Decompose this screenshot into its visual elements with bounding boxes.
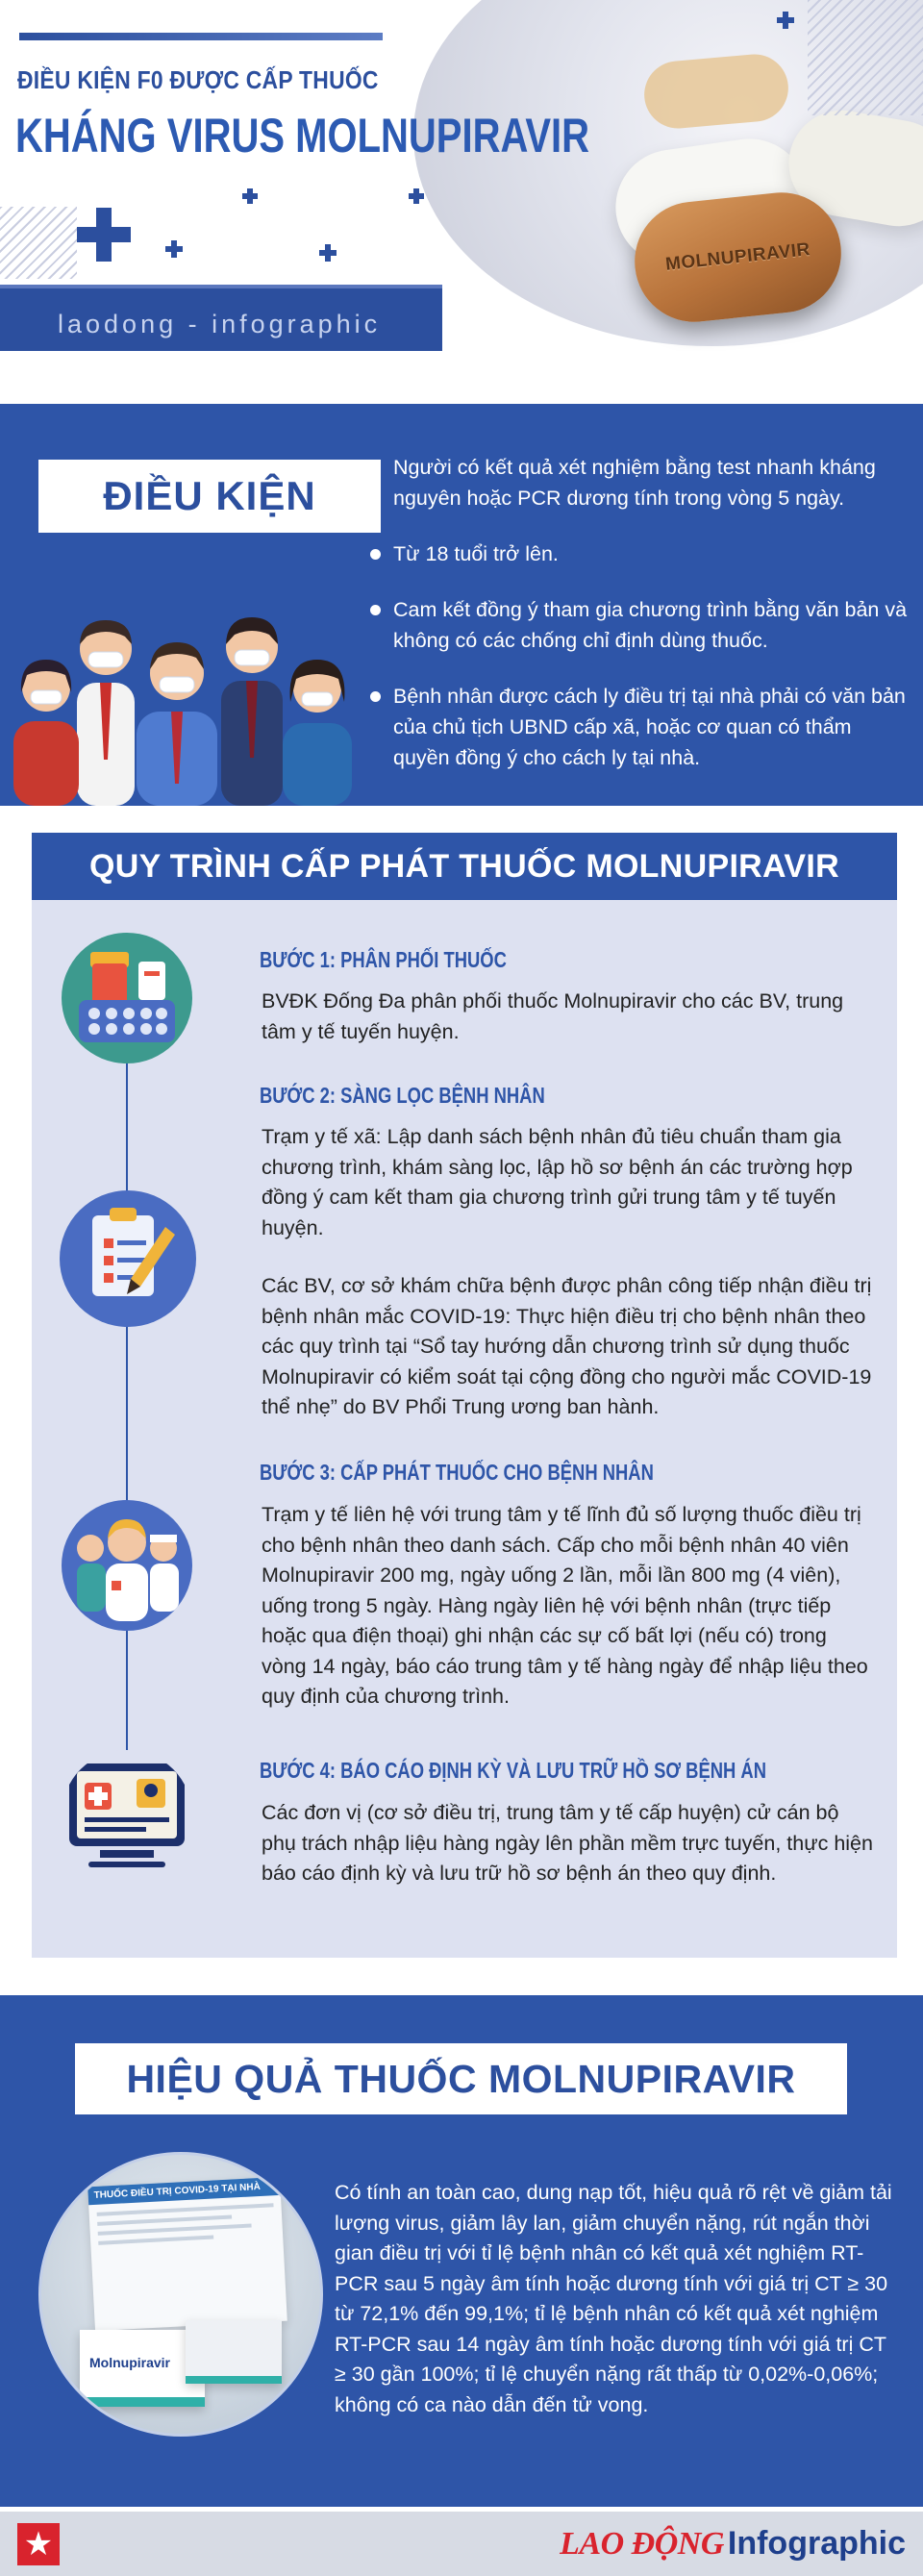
step-1-text: BVĐK Đống Đa phân phối thuốc Molnupiravir cho các BV, trung tâm y tế tuyến huyện. xyxy=(262,989,844,1043)
person-figure xyxy=(137,642,217,806)
person-figure xyxy=(77,620,135,806)
step-2-text: Các BV, cơ sở khám chữa bệnh được phân công tiếp nhận điều trị bệnh nhân mắc COVID-19: Thực hiện điều trị cho bệnh nhân theo các quy trình tại “Sổ tay hướng dẫn chương trình sử dụng thuốc Molnupiravir có kiểm soát tại cộng đồng cho người mắc COVID-19 thể nhẹ” do BV Phổi Trung ương ban hành. xyxy=(262,1274,872,1418)
decor-stripes xyxy=(0,207,77,279)
conditions-list xyxy=(370,452,909,798)
doctors-icon xyxy=(62,1500,192,1631)
person-figure xyxy=(13,660,79,806)
step-3-title: BƯỚC 3: CẤP PHÁT THUỐC CHO BỆNH NHÂN xyxy=(260,1460,654,1485)
step-1-title: BƯỚC 1: PHÂN PHỐI THUỐC xyxy=(260,947,507,972)
effect-heading: HIỆU QUẢ THUỐC MOLNUPIRAVIR xyxy=(126,2056,796,2101)
step-2-title: BƯỚC 2: SÀNG LỌC BỆNH NHÂN xyxy=(260,1083,545,1108)
clipboard-icon xyxy=(60,1190,196,1327)
header-banner xyxy=(0,0,923,351)
pill-imprint: MOLNUPIRAVIR xyxy=(664,238,811,275)
brand-infographic: Infographic xyxy=(727,2525,906,2562)
decor-bar xyxy=(19,33,383,40)
plus-icon xyxy=(165,240,183,258)
plus-icon xyxy=(242,188,258,204)
plus-icon xyxy=(777,12,794,29)
process-heading-bar xyxy=(32,833,897,900)
step-3-text: Trạm y tế liên hệ với trung tâm y tế lĩnh đủ số lượng thuốc điều trị cho bệnh nhân theo danh sách. Cấp cho mỗi bệnh nhân 40 viên Molnupiravir 200 mg, ngày uống 2 lần, mỗi lần 800 mg (4 viên), uống trong 5 ngày. Hàng ngày liên hệ với bệnh nhân (trực tiếp hoặc qua điện thoại) ghi nhận các sự cố bất lợi (nếu có) trong vòng 14 ngày, báo cáo trung tâm y tế hàng ngày để nhập liệu theo quy định của chương trình. xyxy=(262,1503,868,1708)
list-item: Từ 18 tuổi trở lên. xyxy=(370,538,909,569)
list-item: Cam kết đồng ý tham gia chương trình bằng văn bản và không có các chống chỉ định dùng thuốc. xyxy=(370,594,909,656)
conditions-heading: ĐIỀU KIỆN xyxy=(103,473,316,518)
brand-laodong: LAO ĐỘNG xyxy=(560,2526,724,2562)
person-figure xyxy=(221,617,283,806)
people-masks-illustration xyxy=(12,567,372,806)
effect-heading-box xyxy=(75,2043,847,2114)
plus-icon xyxy=(409,188,424,204)
medicine-box-photo xyxy=(38,2152,323,2437)
plus-icon xyxy=(319,244,337,262)
plus-icon xyxy=(77,208,131,262)
header-title: KHÁNG VIRUS MOLNUPIRAVIR xyxy=(15,109,590,163)
decor-stripes xyxy=(808,0,923,115)
timeline-line xyxy=(126,1000,128,1769)
star-logo-icon: ★ xyxy=(17,2523,60,2565)
person-figure xyxy=(283,660,352,806)
process-heading: QUY TRÌNH CẤP PHÁT THUỐC MOLNUPIRAVIR xyxy=(89,847,839,885)
header-subtitle: ĐIỀU KIỆN F0 ĐƯỢC CẤP THUỐC xyxy=(17,65,379,94)
step-4-title: BƯỚC 4: BÁO CÁO ĐỊNH KỲ VÀ LƯU TRỮ HỒ SƠ BỆNH ÁN xyxy=(260,1758,766,1783)
photo-box-title: THUỐC ĐIỀU TRỊ COVID-19 TẠI NHÀ xyxy=(87,2177,281,2205)
credit-text: laodong - infographic xyxy=(58,310,382,338)
conditions-heading-box xyxy=(38,460,381,533)
effect-text: Có tính an toàn cao, dung nạp tốt, hiệu quả rõ rệt về giảm tải lượng virus, giảm lây lan, giảm chuyển nặng, rút ngắn thời gian điều trị với tỉ lệ bệnh nhân có kết quả xét nghiệm RT-PCR sau 5 ngày âm tính hoặc dương tính với giá trị CT ≥ 30 từ 72,1% đến 99,1%; tỉ lệ bệnh nhân có kết quả xét nghiệm RT-PCR sau 14 ngày âm tính hoặc dương tính với giá trị CT ≥ 30 gần 100%; tỉ lệ chuyển nặng rất thấp từ 0,02%-0,06%; không có ca nào dẫn đến tử vong. xyxy=(335,2181,892,2416)
photo-drug-label: Molnupiravir xyxy=(89,2355,171,2370)
medical-record-icon xyxy=(62,1750,192,1881)
step-4-text: Các đơn vị (cơ sở điều trị, trung tâm y tế cấp huyện) cử cán bộ phụ trách nhập liệu hàng ngày lên phần mềm trực tuyến, thực hiện báo cáo định kỳ và lưu trữ hồ sơ bệnh án theo quy định. xyxy=(262,1801,873,1885)
list-item: Người có kết quả xét nghiệm bằng test nhanh kháng nguyên hoặc PCR dương tính trong vòng 5 ngày. xyxy=(370,452,909,513)
medicine-icon xyxy=(62,933,192,1063)
list-item: Bệnh nhân được cách ly điều trị tại nhà phải có văn bản của chủ tịch UBND cấp xã, hoặc cơ quan có thẩm quyền đồng ý cho cách ly tại nhà. xyxy=(370,681,909,773)
step-2-text: Trạm y tế xã: Lập danh sách bệnh nhân đủ tiêu chuẩn tham gia chương trình, khám sàng lọc, lập hồ sơ bệnh án các trường hợp đồng ý cam kết tham gia chương trình gửi trung tâm y tế tuyến huyện. xyxy=(262,1125,853,1239)
footer-brand xyxy=(560,2525,906,2563)
